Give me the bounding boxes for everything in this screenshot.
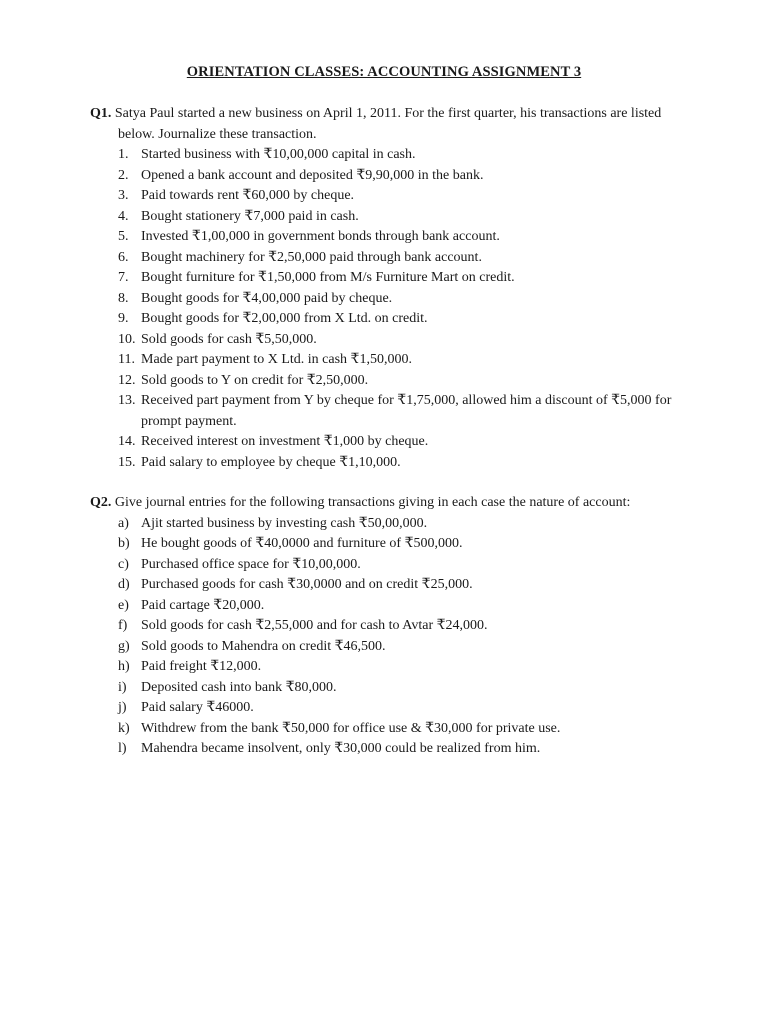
list-item	[90, 719, 700, 740]
list-item-text: Paid freight ₹12,000.	[141, 659, 262, 674]
list-item-text: Paid cartage ₹20,000.	[141, 597, 265, 613]
question-1-prompt	[90, 104, 700, 145]
list-item-text: Made part payment to X Ltd. in cash ₹1,50,000.	[141, 352, 412, 367]
list-item-marker: g)	[118, 638, 130, 654]
list-item-text: He bought goods of ₹40,0000 and furniture of ₹500,000.	[141, 536, 463, 551]
list-item-text: Deposited cash into bank ₹80,000.	[141, 679, 337, 695]
list-item-text: Withdrew from the bank ₹50,000 for office use & ₹30,000 for private use.	[141, 720, 561, 736]
list-item	[90, 698, 700, 719]
list-item-marker: 10.	[118, 331, 136, 347]
list-item-text: Sold goods to Y on credit for ₹2,50,000.	[141, 372, 369, 388]
list-item-text: Received part payment from Y by cheque for ₹1,75,000, allowed him a discount of ₹5,000 for prompt payment.	[141, 393, 672, 429]
question-2-text: Give journal entries for the following transactions giving in each case the nature of account:	[114, 495, 631, 510]
list-item-marker: i)	[118, 679, 127, 695]
list-item-text: Started business with ₹10,00,000 capital in cash.	[141, 147, 416, 162]
list-item-marker: a)	[118, 515, 129, 531]
list-item-text: Bought goods for ₹4,00,000 paid by cheque.	[141, 290, 393, 306]
list-item	[90, 207, 700, 228]
list-item	[90, 637, 700, 658]
list-item-marker: 4.	[118, 208, 129, 224]
list-item-text: Mahendra became insolvent, only ₹30,000 could be realized from him.	[141, 741, 541, 756]
list-item	[90, 289, 700, 310]
list-item-text: Paid towards rent ₹60,000 by cheque.	[141, 188, 355, 203]
document-title: ORIENTATION CLASSES: ACCOUNTING ASSIGNMENT 3	[186, 64, 582, 80]
list-item-marker: l)	[118, 741, 127, 756]
list-item-marker: 13.	[118, 393, 136, 408]
list-item	[90, 145, 700, 166]
list-item	[90, 330, 700, 351]
list-item-text: Sold goods for cash ₹2,55,000 and for cash to Avtar ₹24,000.	[141, 618, 488, 633]
list-item	[90, 555, 700, 576]
list-item	[90, 227, 700, 248]
list-item-text: Bought stationery ₹7,000 paid in cash.	[141, 208, 359, 224]
question-2-label: Q2.	[90, 495, 112, 510]
list-item	[90, 309, 700, 330]
list-item-text: Bought goods for ₹2,00,000 from X Ltd. on credit.	[141, 311, 428, 326]
list-item	[90, 739, 700, 760]
list-item-marker: d)	[118, 577, 130, 592]
list-item-marker: 11.	[118, 352, 135, 367]
list-item-text: Paid salary to employee by cheque ₹1,10,000.	[141, 454, 401, 470]
list-item-text: Purchased goods for cash ₹30,0000 and on credit ₹25,000.	[141, 577, 473, 592]
list-item-text: Invested ₹1,00,000 in government bonds through bank account.	[141, 229, 500, 244]
question-1	[90, 104, 700, 473]
list-item	[90, 575, 700, 596]
list-item-marker: 2.	[118, 167, 129, 183]
question-1-label: Q1.	[90, 106, 112, 121]
list-item-marker: k)	[118, 720, 130, 736]
list-item-text: Bought furniture for ₹1,50,000 from M/s Furniture Mart on credit.	[141, 270, 515, 285]
list-item-text: Bought machinery for ₹2,50,000 paid through bank account.	[141, 249, 482, 265]
list-item	[90, 268, 700, 289]
list-item-marker: 1.	[118, 147, 129, 162]
list-item-text: Sold goods to Mahendra on credit ₹46,500.	[141, 638, 386, 654]
list-item-marker: e)	[118, 597, 129, 613]
list-item	[90, 186, 700, 207]
list-item-text: Purchased office space for ₹10,00,000.	[141, 556, 361, 572]
list-item-marker: 3.	[118, 188, 129, 203]
list-item	[90, 248, 700, 269]
list-item	[90, 453, 700, 474]
list-item-text: Ajit started business by investing cash ₹50,00,000.	[141, 515, 428, 531]
list-item-marker: 8.	[118, 290, 129, 306]
list-item-marker: 9.	[118, 311, 129, 326]
question-2-prompt	[90, 493, 700, 514]
list-item-marker: 14.	[118, 434, 136, 449]
list-item-marker: c)	[118, 556, 129, 572]
list-item	[90, 371, 700, 392]
list-item	[90, 350, 700, 371]
list-item-marker: j)	[118, 700, 127, 715]
list-item-marker: h)	[118, 659, 130, 674]
list-item-text: Sold goods for cash ₹5,50,000.	[141, 331, 317, 347]
list-item	[90, 616, 700, 637]
list-item	[90, 534, 700, 555]
list-item-marker: 6.	[118, 249, 129, 265]
list-item	[90, 596, 700, 617]
list-item	[90, 432, 700, 453]
list-item-marker: 12.	[118, 372, 136, 388]
list-item-marker: f)	[118, 618, 128, 633]
list-item	[90, 514, 700, 535]
list-item-text: Paid salary ₹46000.	[141, 700, 254, 715]
list-item-marker: 7.	[118, 270, 129, 285]
list-item	[90, 657, 700, 678]
question-1-list	[90, 145, 700, 473]
list-item-text: Received interest on investment ₹1,000 by cheque.	[141, 434, 429, 449]
list-item-marker: 15.	[118, 454, 136, 470]
list-item	[90, 391, 700, 432]
list-item-marker: 5.	[118, 229, 129, 244]
list-item	[90, 166, 700, 187]
question-2	[90, 493, 700, 760]
list-item	[90, 678, 700, 699]
list-item-marker: b)	[118, 536, 130, 551]
list-item-text: Opened a bank account and deposited ₹9,90,000 in the bank.	[141, 167, 484, 183]
question-1-text: Satya Paul started a new business on April 1, 2011. For the first quarter, his transactions are listed below. Journalize these transaction.	[114, 106, 662, 142]
question-2-list	[90, 514, 700, 760]
